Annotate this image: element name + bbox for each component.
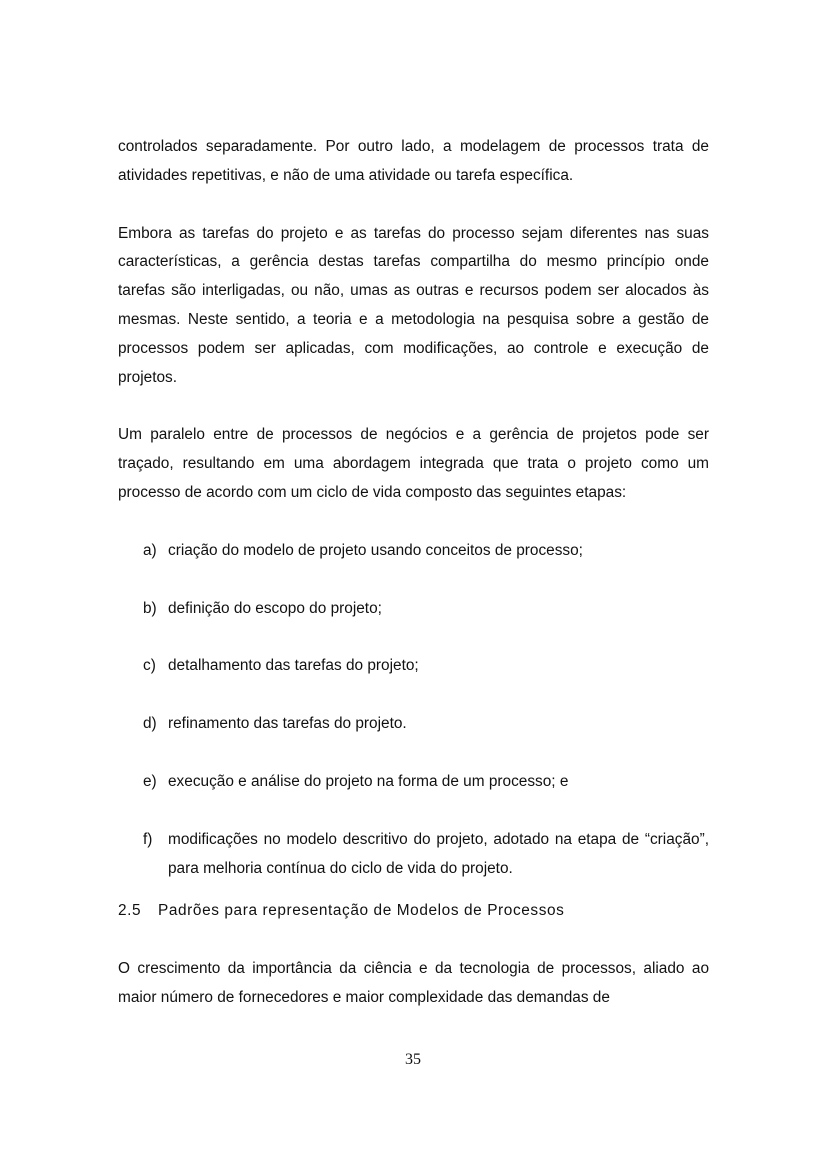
list-item-marker: d): [143, 715, 157, 733]
list-item-marker: b): [143, 599, 157, 617]
list-item: [118, 826, 709, 884]
list-item-text: criação do modelo de projeto usando conceitos de processo;: [168, 541, 583, 559]
paragraph-3: Um paralelo entre de processos de negócios e a gerência de projetos pode ser traçado, resultando em uma abordagem integrada que trata o projeto como um processo de acordo com um ciclo de vida composto das seguintes etapas:: [118, 426, 709, 501]
document-page: [118, 133, 709, 1013]
list-item-text: refinamento das tarefas do projeto.: [168, 715, 407, 733]
paragraph-4: O crescimento da importância da ciência e da tecnologia de processos, aliado ao maior número de fornecedores e maior complexidade das demandas de: [118, 960, 709, 1006]
list-item-text: detalhamento das tarefas do projeto;: [168, 657, 419, 675]
list-item-marker: a): [143, 541, 157, 559]
list-item-marker: e): [143, 772, 157, 790]
list-item: [118, 710, 709, 739]
paragraph-1: controlados separadamente. Por outro lado, a modelagem de processos trata de atividades repetitivas, e não de uma atividade ou tarefa específica.: [118, 138, 709, 184]
list-item-marker: f): [143, 830, 153, 848]
section-title: Padrões para representação de Modelos de Processos: [158, 902, 565, 920]
list-item: [118, 595, 709, 624]
list-item-text: execução e análise do projeto na forma de um processo; e: [168, 772, 569, 790]
page-number: 35: [405, 1051, 421, 1068]
section-heading: [118, 897, 709, 926]
list-item: [118, 768, 709, 797]
list-item-text: modificações no modelo descritivo do projeto, adotado na etapa de “criação”, para melhoria contínua do ciclo de vida do projeto.: [168, 830, 709, 877]
list-item-marker: c): [143, 657, 156, 675]
list-item: [118, 537, 709, 566]
paragraph-2: Embora as tarefas do projeto e as tarefas do processo sejam diferentes nas suas características, a gerência destas tarefas compartilha do mesmo princípio onde tarefas são interligadas, ou não, umas as outras e recursos podem ser alocados às mesmas. Neste sentido, a teoria e a metodologia na pesquisa sobre a gestão de processos podem ser aplicadas, com modificações, ao controle e execução de projetos.: [118, 224, 709, 386]
section-number: 2.5: [118, 902, 142, 920]
list-item: [118, 652, 709, 681]
lifecycle-steps-list: [118, 537, 709, 884]
list-item-text: definição do escopo do projeto;: [168, 599, 382, 617]
